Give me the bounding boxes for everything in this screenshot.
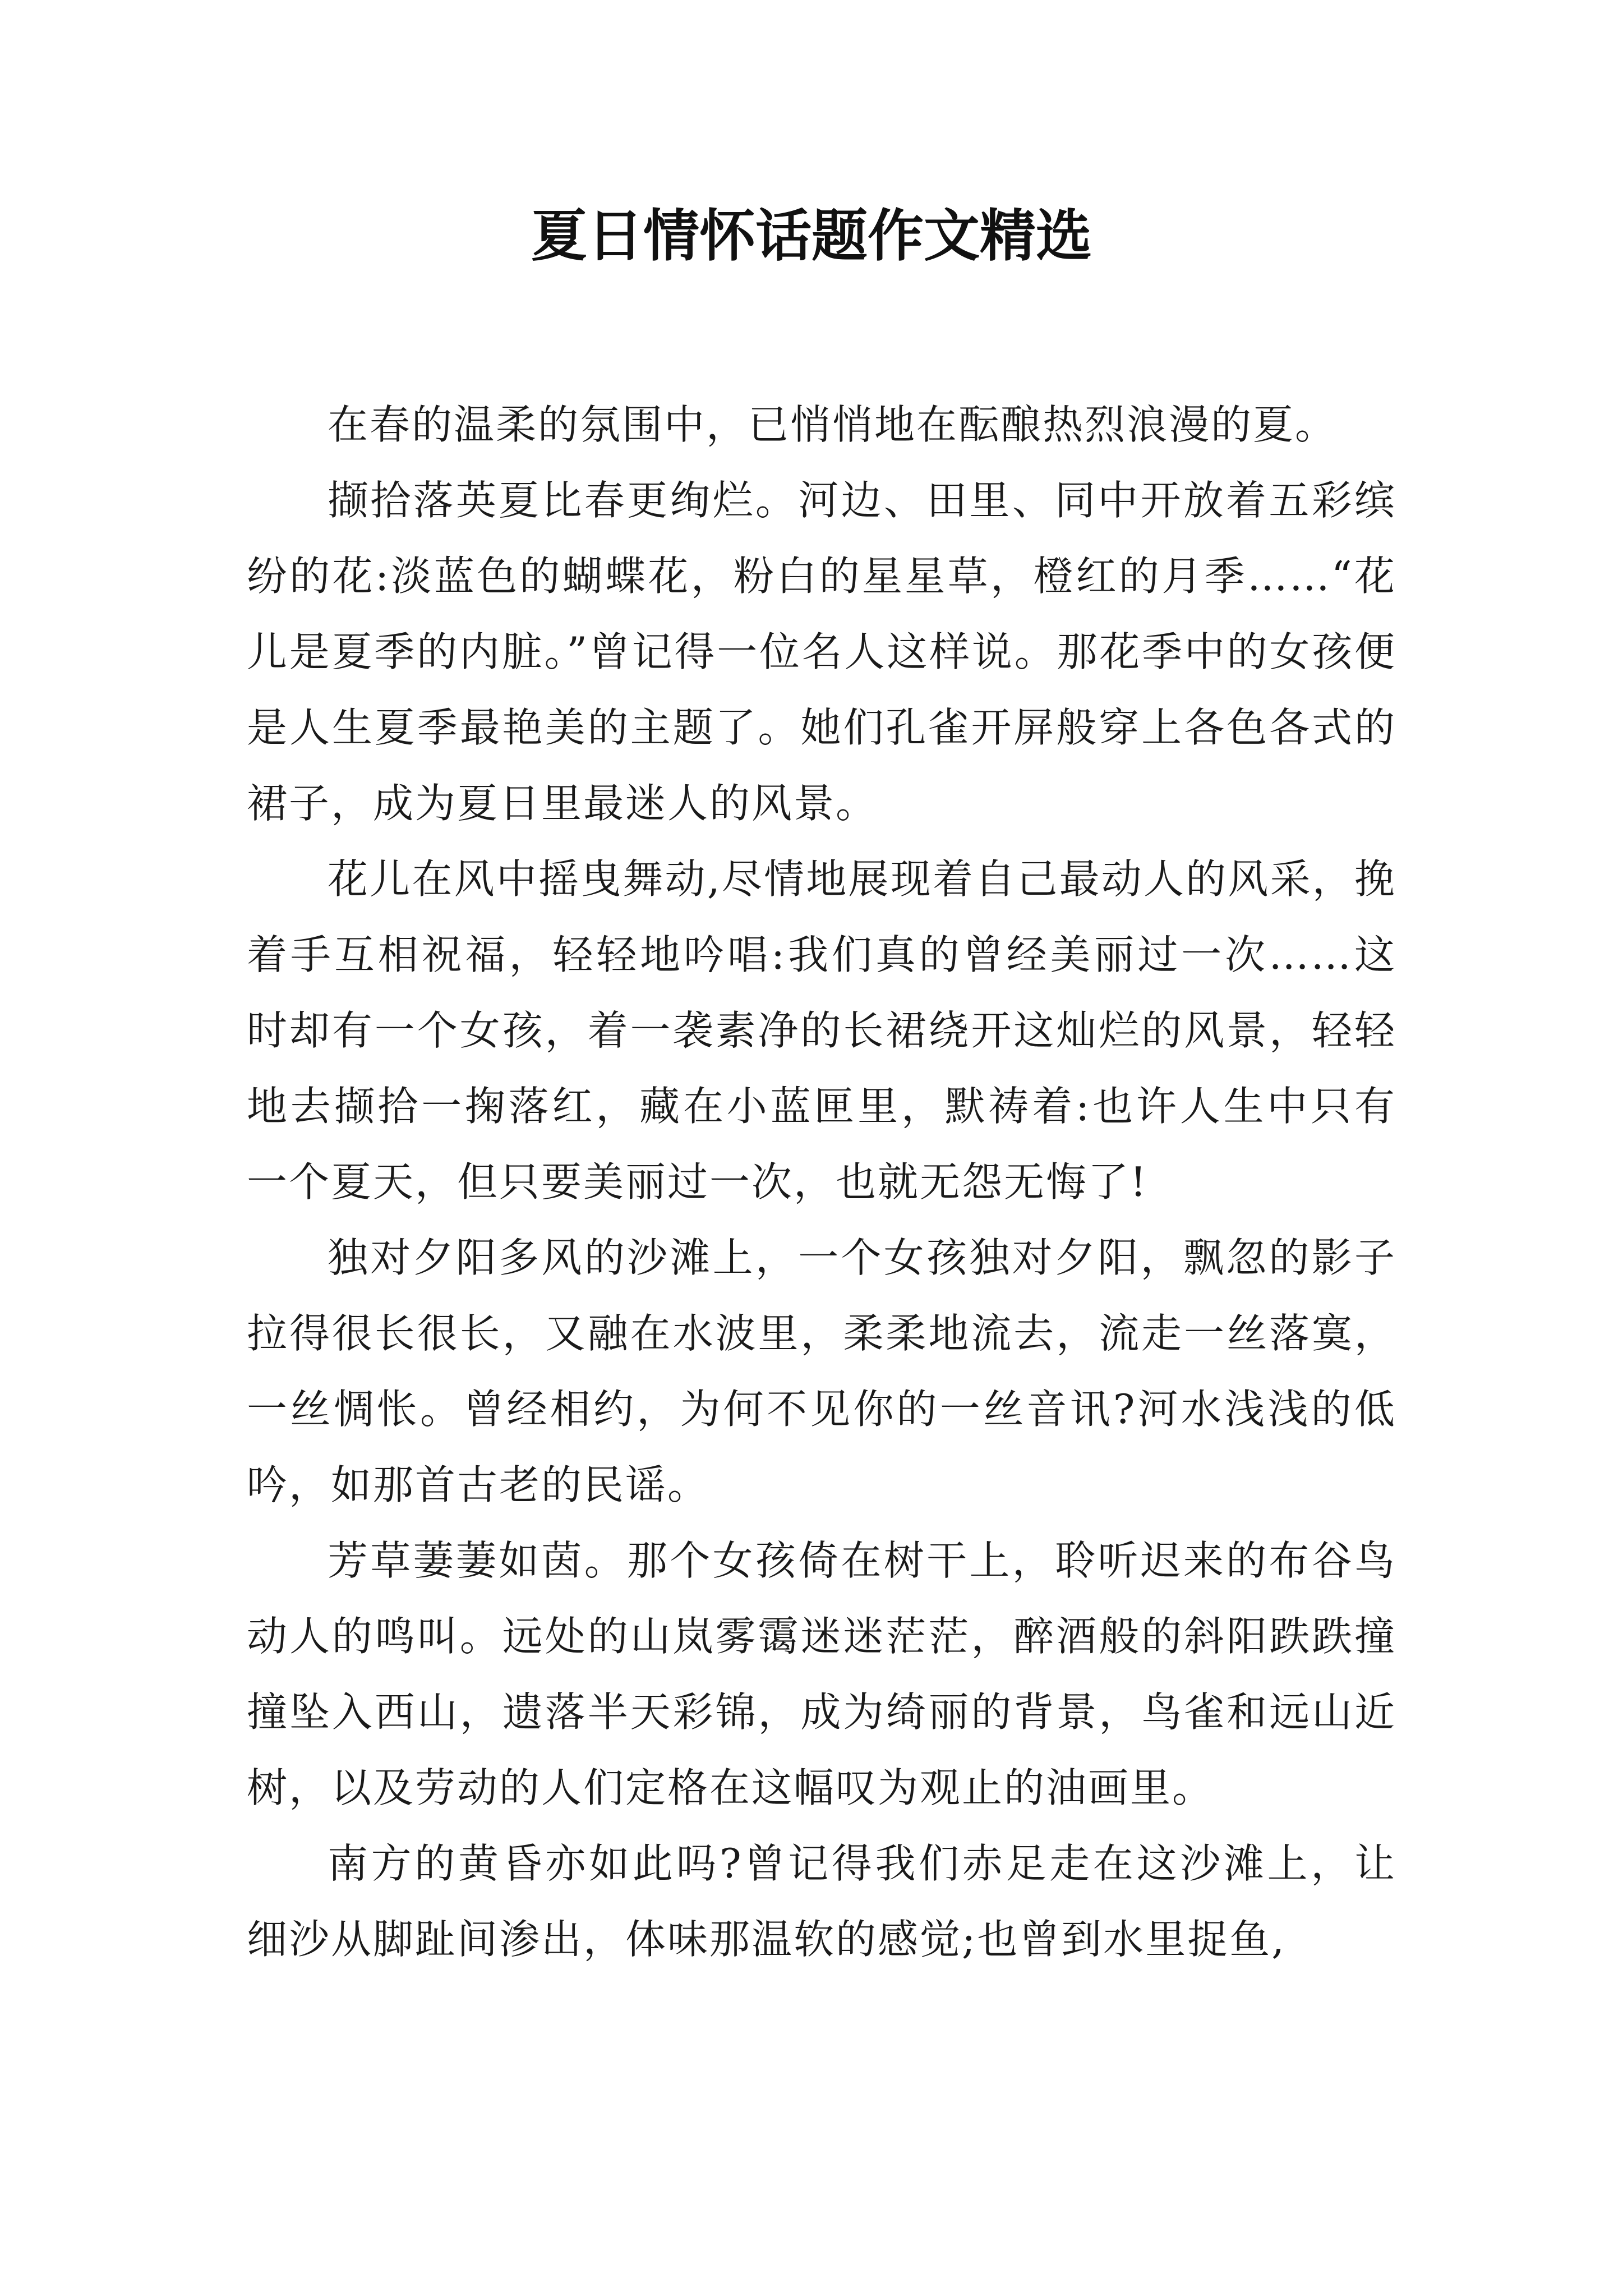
paragraph: 在春的温柔的氛围中，已悄悄地在酝酿热烈浪漫的夏。 <box>328 401 1338 448</box>
paragraph: 芳草萋萋如茵。那个女孩倚在树干上，聆听迟来的布谷鸟动人的鸣叫。远处的山岚雾霭迷迷茫茫，醉酒般的斜阳跌跌撞撞坠入西山，遗落半天彩锦，成为绮丽的背景，鸟雀和远山近树，以及劳动的人们定格在这幅叹为观止的油画里。 <box>247 1537 1396 1811</box>
paragraph: 花儿在风中摇曳舞动,尽情地展现着自己最动人的风采，挽着手互相祝福，轻轻地吟唱:我们真的曾经美丽过一次……这时却有一个女孩，着一袭素净的长裙绕开这灿烂的风景，轻轻地去撷拾一掬落红，藏在小蓝匣里，默祷着:也许人生中只有一个夏天，但只要美丽过一次，也就无怨无悔了! <box>247 855 1396 1205</box>
paragraph: 撷拾落英夏比春更绚烂。河边、田里、同中开放着五彩缤纷的花:淡蓝色的蝴蝶花，粉白的星星草，橙红的月季……“花儿是夏季的内脏。”曾记得一位名人这样说。那花季中的女孩便是人生夏季最艳美的主题了。她们孔雀开屏般穿上各色各式的裙子，成为夏日里最迷人的风景。 <box>247 477 1396 827</box>
document-body <box>247 387 1396 1977</box>
document-title: 夏日情怀话题作文精选 <box>531 203 1092 269</box>
paragraph: 独对夕阳多风的沙滩上，一个女孩独对夕阳，飘忽的影子拉得很长很长，又融在水波里，柔柔地流去，流走一丝落寞，一丝惆怅。曾经相约，为何不见你的一丝音讯?河水浅浅的低吟，如那首古老的民谣。 <box>247 1234 1396 1508</box>
paragraph: 南方的黄昏亦如此吗?曾记得我们赤足走在这沙滩上，让细沙从脚趾间渗出，体味那温软的感觉;也曾到水里捉鱼, <box>247 1840 1396 1963</box>
